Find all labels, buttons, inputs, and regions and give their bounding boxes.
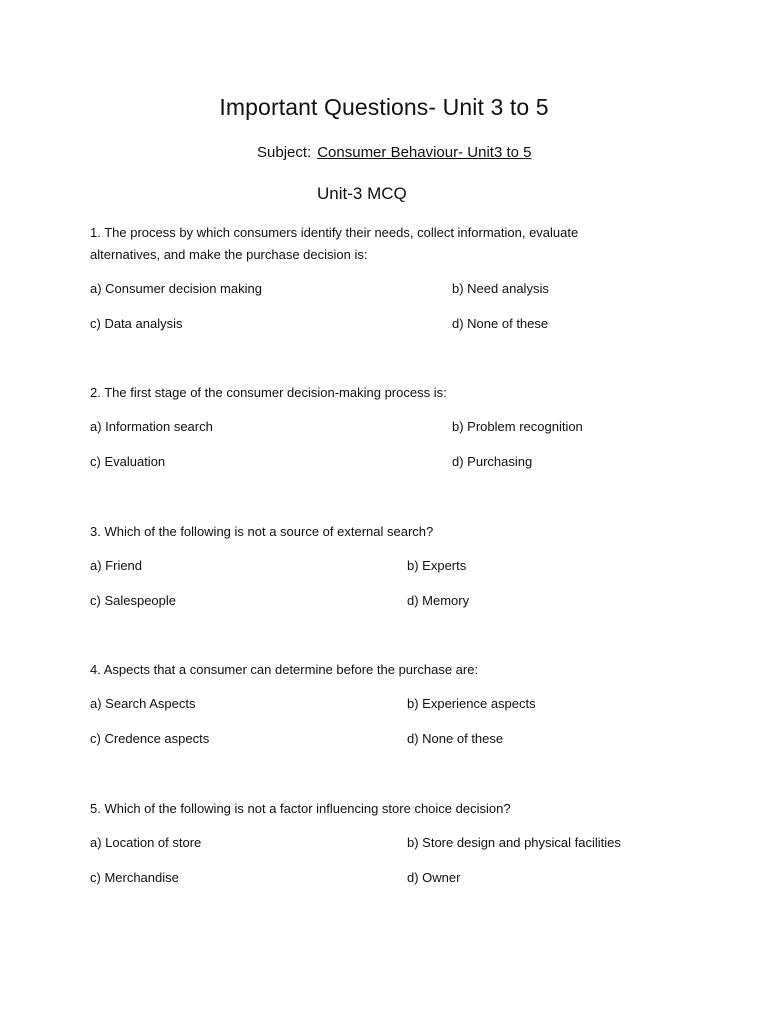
question-3-option-a: a) Friend [90,558,143,573]
question-5-text: 5. Which of the following is not a factor influencing store choice decision? [90,801,511,816]
subject-value: Consumer Behaviour- Unit3 to 5 [317,144,532,161]
question-5-option-a: a) Location of store [90,835,202,850]
question-5-option-b: b) Store design and physical facilities [407,835,621,850]
question-2-option-d: d) Purchasing [452,454,533,469]
question-2-option-b: b) Problem recognition [452,419,583,434]
subject-line [257,144,531,161]
question-2-option-a: a) Information search [90,419,213,434]
question-3-text: 3. Which of the following is not a source of external search? [90,524,434,539]
question-2-text: 2. The first stage of the consumer decision-making process is: [90,385,447,400]
question-3-option-d: d) Memory [407,593,470,608]
question-4-option-a: a) Search Aspects [90,696,196,711]
question-4-text: 4. Aspects that a consumer can determine before the purchase are: [90,662,479,677]
question-3-option-c: c) Salespeople [90,593,176,608]
document-title: Important Questions- Unit 3 to 5 [219,94,549,120]
question-1-option-a: a) Consumer decision making [90,281,262,296]
question-4-option-b: b) Experience aspects [407,696,536,711]
subject-label: Subject: [257,144,312,161]
question-3-option-b: b) Experts [407,558,467,573]
question-4-option-c: c) Credence aspects [90,731,210,746]
question-1-text: 1. The process by which consumers identify their needs, collect information, evaluate alternatives, and make the purchase decision is: [90,225,579,262]
question-5-option-c: c) Merchandise [90,870,179,885]
question-1-option-c: c) Data analysis [90,316,183,331]
question-1-option-b: b) Need analysis [452,281,549,296]
question-1-option-d: d) None of these [452,316,549,331]
question-4-option-d: d) None of these [407,731,504,746]
question-2-option-c: c) Evaluation [90,454,166,469]
unit-heading: Unit-3 MCQ [317,184,407,203]
question-5-option-d: d) Owner [407,870,461,885]
